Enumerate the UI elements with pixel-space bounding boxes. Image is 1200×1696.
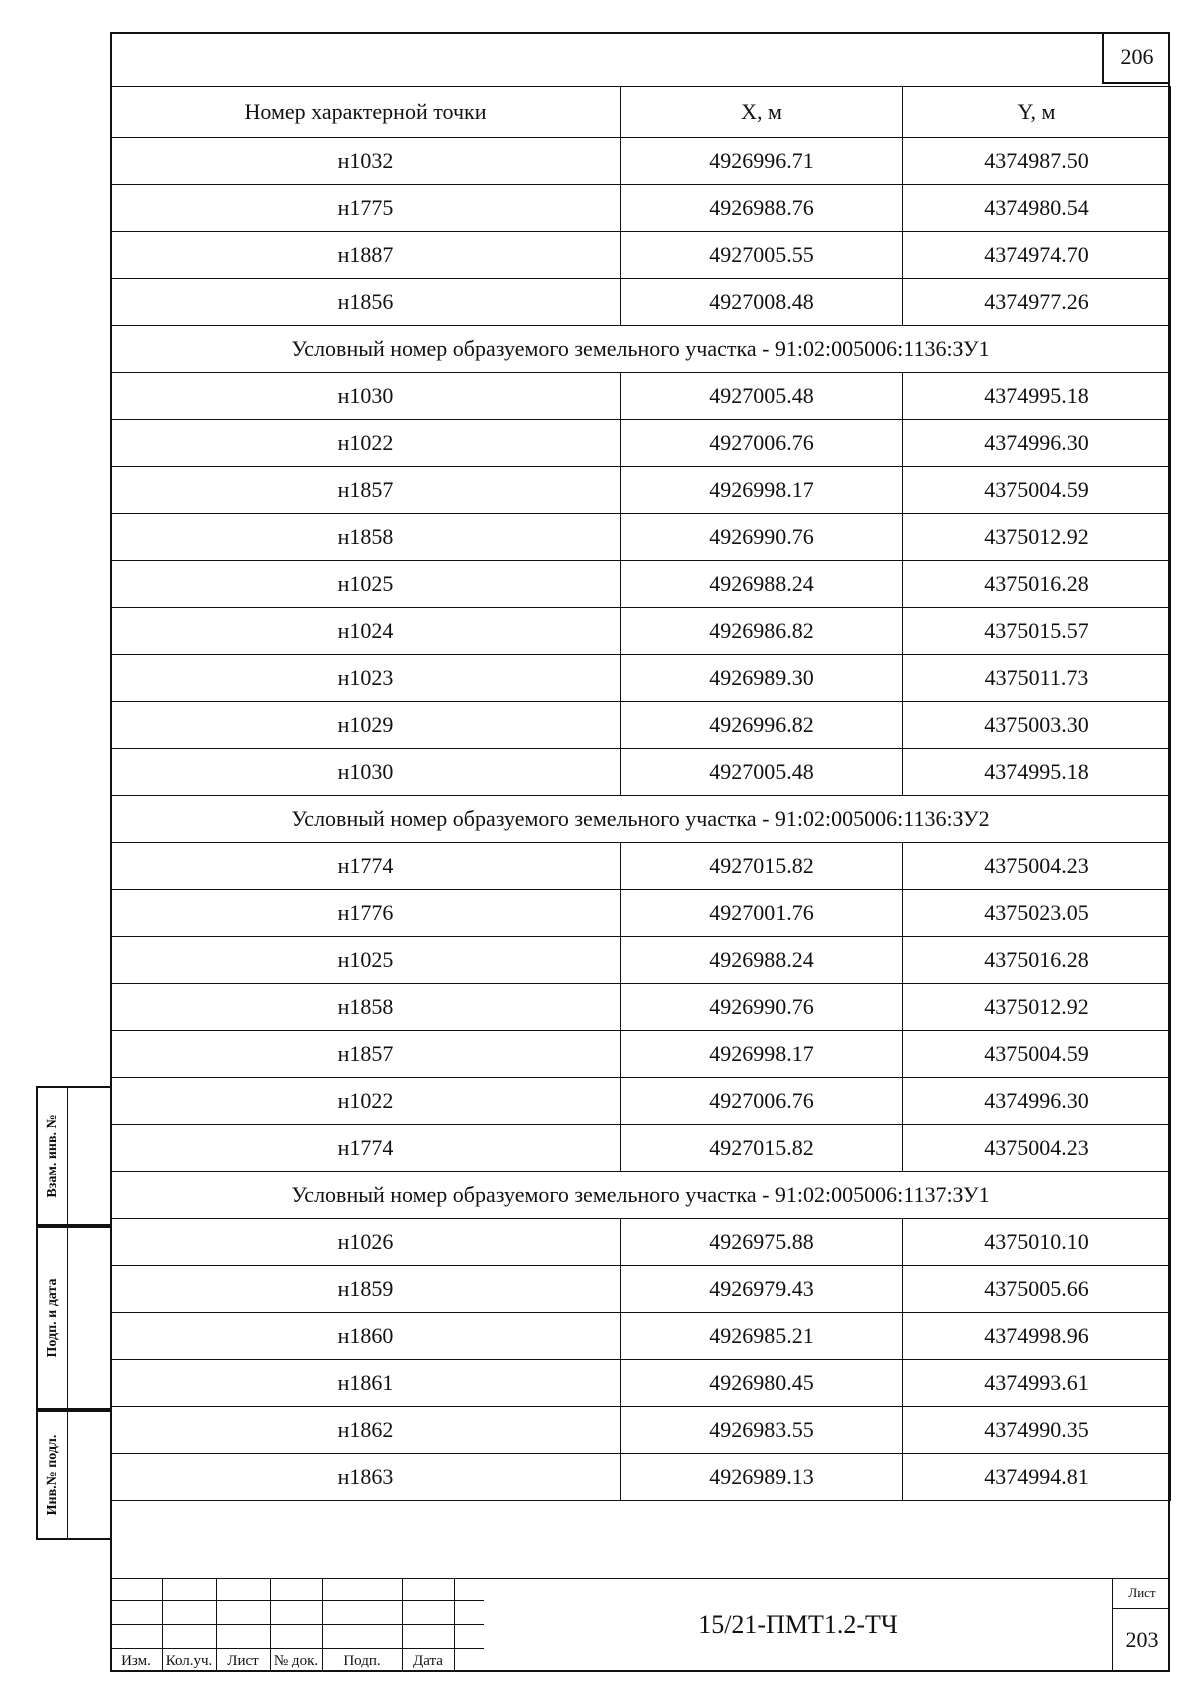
header-y: Y, м [903, 87, 1171, 138]
table-row [111, 937, 1171, 984]
y-coordinate-cell: 4374987.50 [903, 138, 1171, 185]
x-coordinate-cell: 4926988.24 [621, 561, 903, 608]
section-row [111, 326, 1171, 373]
y-coordinate-cell: 4374990.35 [903, 1407, 1171, 1454]
y-coordinate-cell: 4375010.10 [903, 1219, 1171, 1266]
table-row [111, 608, 1171, 655]
x-coordinate-cell: 4926998.17 [621, 467, 903, 514]
point-id-cell: н1859 [111, 1266, 621, 1313]
side-label-inv: Инв.№ подл. [44, 1434, 60, 1516]
x-coordinate-cell: 4927015.82 [621, 843, 903, 890]
point-id-cell: н1023 [111, 655, 621, 702]
page-number: 206 [1102, 32, 1170, 84]
y-coordinate-cell: 4375012.92 [903, 984, 1171, 1031]
y-coordinate-cell: 4375015.57 [903, 608, 1171, 655]
point-id-cell: н1030 [111, 373, 621, 420]
table-row [111, 138, 1171, 185]
header-x: X, м [621, 87, 903, 138]
x-coordinate-cell: 4926988.76 [621, 185, 903, 232]
x-coordinate-cell: 4926979.43 [621, 1266, 903, 1313]
table-header-row [111, 87, 1171, 138]
x-coordinate-cell: 4926990.76 [621, 514, 903, 561]
section-title: Условный номер образуемого земельного участка - 91:02:005006:1136:ЗУ2 [111, 796, 1171, 843]
y-coordinate-cell: 4375011.73 [903, 655, 1171, 702]
x-coordinate-cell: 4927015.82 [621, 1125, 903, 1172]
point-id-cell: н1025 [111, 561, 621, 608]
x-coordinate-cell: 4926985.21 [621, 1313, 903, 1360]
point-id-cell: н1774 [111, 1125, 621, 1172]
table-row [111, 1078, 1171, 1125]
x-coordinate-cell: 4927006.76 [621, 420, 903, 467]
point-id-cell: н1862 [111, 1407, 621, 1454]
table-row [111, 185, 1171, 232]
table-row [111, 467, 1171, 514]
tb-header-data: Дата [413, 1653, 443, 1669]
section-title: Условный номер образуемого земельного участка - 91:02:005006:1137:ЗУ1 [111, 1172, 1171, 1219]
y-coordinate-cell: 4375023.05 [903, 890, 1171, 937]
table-row [111, 1219, 1171, 1266]
table-row [111, 279, 1171, 326]
y-coordinate-cell: 4375012.92 [903, 514, 1171, 561]
side-stamp-inv [36, 1410, 110, 1540]
header-point-number: Номер характерной точки [111, 87, 621, 138]
table-row [111, 373, 1171, 420]
point-id-cell: н1025 [111, 937, 621, 984]
point-id-cell: н1032 [111, 138, 621, 185]
side-stamp-vzam [36, 1086, 110, 1226]
table-row [111, 232, 1171, 279]
y-coordinate-cell: 4374996.30 [903, 420, 1171, 467]
y-coordinate-cell: 4374980.54 [903, 185, 1171, 232]
point-id-cell: н1856 [111, 279, 621, 326]
point-id-cell: н1887 [111, 232, 621, 279]
section-title: Условный номер образуемого земельного участка - 91:02:005006:1136:ЗУ1 [111, 326, 1171, 373]
side-label-podp: Подп. и дата [44, 1278, 60, 1358]
table-row [111, 1266, 1171, 1313]
x-coordinate-cell: 4927001.76 [621, 890, 903, 937]
point-id-cell: н1774 [111, 843, 621, 890]
title-block [110, 1578, 1170, 1672]
tb-header-podp: Подп. [343, 1653, 381, 1669]
y-coordinate-cell: 4375004.23 [903, 843, 1171, 890]
point-id-cell: н1030 [111, 749, 621, 796]
x-coordinate-cell: 4927005.48 [621, 749, 903, 796]
x-coordinate-cell: 4927006.76 [621, 1078, 903, 1125]
y-coordinate-cell: 4375016.28 [903, 937, 1171, 984]
point-id-cell: н1022 [111, 1078, 621, 1125]
x-coordinate-cell: 4926986.82 [621, 608, 903, 655]
section-row [111, 1172, 1171, 1219]
point-id-cell: н1861 [111, 1360, 621, 1407]
table-row [111, 514, 1171, 561]
y-coordinate-cell: 4374996.30 [903, 1078, 1171, 1125]
point-id-cell: н1858 [111, 984, 621, 1031]
y-coordinate-cell: 4374998.96 [903, 1313, 1171, 1360]
point-id-cell: н1029 [111, 702, 621, 749]
point-id-cell: н1775 [111, 185, 621, 232]
x-coordinate-cell: 4926983.55 [621, 1407, 903, 1454]
point-id-cell: н1022 [111, 420, 621, 467]
point-id-cell: н1026 [111, 1219, 621, 1266]
x-coordinate-cell: 4926996.71 [621, 138, 903, 185]
section-row [111, 796, 1171, 843]
x-coordinate-cell: 4926996.82 [621, 702, 903, 749]
y-coordinate-cell: 4374993.61 [903, 1360, 1171, 1407]
coordinates-table [110, 86, 1171, 1501]
table-row [111, 655, 1171, 702]
x-coordinate-cell: 4926998.17 [621, 1031, 903, 1078]
x-coordinate-cell: 4927005.55 [621, 232, 903, 279]
point-id-cell: н1857 [111, 1031, 621, 1078]
table-row [111, 561, 1171, 608]
tb-header-list: Лист [227, 1653, 259, 1669]
table-row [111, 984, 1171, 1031]
table-row [111, 749, 1171, 796]
point-id-cell: н1857 [111, 467, 621, 514]
point-id-cell: н1776 [111, 890, 621, 937]
y-coordinate-cell: 4374995.18 [903, 749, 1171, 796]
table-row [111, 1125, 1171, 1172]
table-row [111, 702, 1171, 749]
table-row [111, 843, 1171, 890]
side-label-vzam: Взам. инв. № [44, 1114, 60, 1198]
tb-header-izm: Изм. [121, 1653, 151, 1669]
table-row [111, 1360, 1171, 1407]
x-coordinate-cell: 4926989.13 [621, 1454, 903, 1501]
point-id-cell: н1860 [111, 1313, 621, 1360]
table-row [111, 890, 1171, 937]
table-row [111, 420, 1171, 467]
y-coordinate-cell: 4374994.81 [903, 1454, 1171, 1501]
x-coordinate-cell: 4926975.88 [621, 1219, 903, 1266]
point-id-cell: н1024 [111, 608, 621, 655]
title-block-grid [110, 1578, 484, 1672]
table-row [111, 1031, 1171, 1078]
point-id-cell: н1863 [111, 1454, 621, 1501]
y-coordinate-cell: 4375004.23 [903, 1125, 1171, 1172]
y-coordinate-cell: 4375016.28 [903, 561, 1171, 608]
x-coordinate-cell: 4927008.48 [621, 279, 903, 326]
point-id-cell: н1858 [111, 514, 621, 561]
side-stamp-podp [36, 1226, 110, 1410]
y-coordinate-cell: 4375003.30 [903, 702, 1171, 749]
y-coordinate-cell: 4375005.66 [903, 1266, 1171, 1313]
y-coordinate-cell: 4375004.59 [903, 467, 1171, 514]
y-coordinate-cell: 4374977.26 [903, 279, 1171, 326]
y-coordinate-cell: 4374974.70 [903, 232, 1171, 279]
x-coordinate-cell: 4926988.24 [621, 937, 903, 984]
tb-header-koluch: Кол.уч. [165, 1653, 213, 1669]
x-coordinate-cell: 4927005.48 [621, 373, 903, 420]
document-code: 15/21-ПМТ1.2-ТЧ [698, 1610, 898, 1639]
x-coordinate-cell: 4926990.76 [621, 984, 903, 1031]
table-row [111, 1407, 1171, 1454]
y-coordinate-cell: 4374995.18 [903, 373, 1171, 420]
sheet-number: 203 [1125, 1627, 1159, 1652]
table-row [111, 1454, 1171, 1501]
sheet-label: Лист [1128, 1585, 1156, 1600]
tb-header-ndok: № док. [273, 1653, 319, 1669]
y-coordinate-cell: 4375004.59 [903, 1031, 1171, 1078]
x-coordinate-cell: 4926980.45 [621, 1360, 903, 1407]
table-row [111, 1313, 1171, 1360]
x-coordinate-cell: 4926989.30 [621, 655, 903, 702]
